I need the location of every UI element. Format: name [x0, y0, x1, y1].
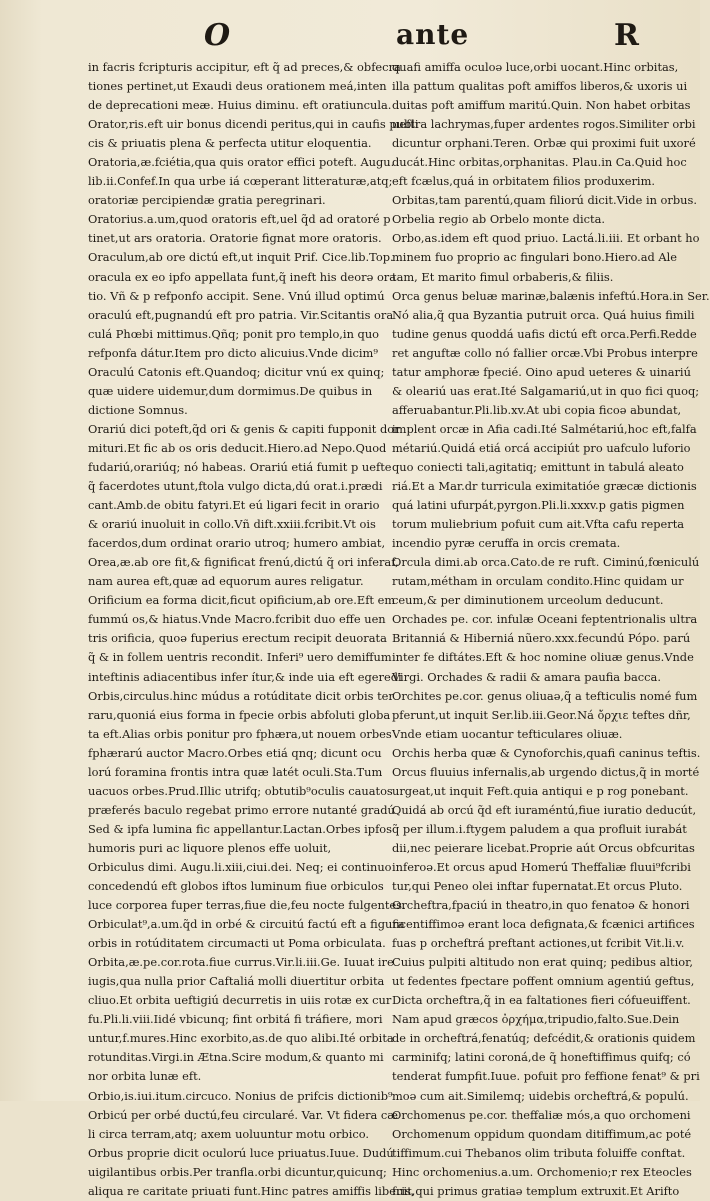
right-column-line: dicuntur orphani.Teren. Orbæ qui proximi fuit uxoré: [392, 136, 696, 151]
right-column-line: afferuabantur.Pli.lib.xv.At ubi copia ficoǝ abundat,: [392, 402, 682, 417]
right-column-line: Nó alia,q̃ qua Byzantia putruit orca. Quá huius fimili: [392, 307, 695, 322]
left-column-line: cant.Amb.de obitu fatyri.Et eú ligari fecit in orario: [88, 498, 380, 513]
right-column-line: Orca genus beluæ marinæ,balænis infeftú.Hora.in Ser.: [392, 288, 710, 303]
left-column-line: Sed & ipfa lumina fic appellantur.Lactan.Orbes ipfos: [88, 821, 392, 836]
right-column-line: Nam apud græcos ὀρχήμα,tripudio,falto.Sue.Dein: [392, 1012, 680, 1027]
left-column-line: facerdos,dum ordinat orario utroq; humero ambiat,: [88, 536, 386, 551]
right-column-line: tur,qui Peneo olei inftar fupernatat.Et orcus Pluto.: [392, 879, 683, 894]
right-column-line: & oleariú uas erat.Ité Salgamariú,ut in quo fici quoq;: [392, 383, 700, 398]
right-column-line: Orchis herba quæ & Cynoforchis,quafi caninus teftis.: [392, 745, 701, 760]
right-column-line: tatur amphoræ fpecié. Oino apud ueteres & uinariú: [392, 364, 691, 379]
right-column-line: inter fe diftátes.Eft & hoc nomine oliuæ genus.Vnde: [392, 650, 694, 665]
left-column-line: fummú os,& hiatus.Vnde Macro.fcribit duo effe uen: [88, 612, 386, 627]
right-column-line: Britanniá & Hiberniá nũero.xxx.fecundú Pópo. parú: [392, 631, 691, 646]
left-column-line: tiones pertinet,ut Exaudi deus orationem meá,inten: [88, 79, 387, 94]
left-column-line: rotunditas.Virgi.in Ætna.Scire modum,& quanto mi: [88, 1050, 384, 1065]
left-column-line: mituri.Et fic ab os oris deducit.Hiero.ad Nepo.Quod: [88, 440, 387, 455]
right-column-line: ret anguftæ collo nó fallier orcæ.Vbi Probus interpre: [392, 345, 698, 360]
left-column-line: & orariú inuoluit in collo.Vñ dift.xxiii.fcribit.Vt ois: [88, 517, 376, 532]
right-column-line: Orcheftra,fpaciú in theatro,in quo fenatoǝ & honori: [392, 898, 690, 913]
right-column-line: q̃ per illum.i.ftygem paludem a qua profluit iurabát: [392, 821, 687, 836]
left-column-line: uacuos orbes.Prud.Illic utrifq; obtutib⁹oculis cauatos: [88, 783, 393, 798]
right-column-line: tiffimum.cui Thebanos olim tributa foluiffe conftat.: [392, 1145, 686, 1160]
left-column: [88, 58, 419, 1201]
right-column-line: Orbelia regio ab Orbelo monte dicta.: [392, 212, 605, 227]
right-column-line: moǝ cum ait.Similemq; uidebis orcheftrá,& populú.: [392, 1088, 689, 1103]
left-column-line: luce corporea fuper terras,fiue die,feu nocte fulgentes.: [88, 898, 406, 913]
left-column-line: lib.ii.Confef.In qua urbe iá cœperant litteraturæ,atq;: [88, 174, 393, 189]
right-column-line: Orbitas,tam parentú,quam filiorú dicit.Vide in orbus.: [392, 193, 697, 208]
left-column-line: tris orificia, quoǝ fuperius erectum recipit deuorata: [88, 631, 387, 646]
left-column-line: quæ uidere uidemur,dum dormimus.De quibus in: [88, 383, 373, 398]
left-column-line: Orea,æ.ab ore fit,& fignificat frenú,dictú q̃ ori inferaf,: [88, 555, 399, 570]
left-column-line: ta eft.Alias orbis ponitur pro fphæra,ut nouem orbes: [88, 726, 392, 741]
right-column-line: pferunt,ut inquit Ser.lib.iii.Geor.Ná ὄρχιε teftes dñr,: [392, 707, 691, 722]
right-column-line: de in orcheftrá,fenatúq; defcédit,& orationis quidem: [392, 1031, 696, 1046]
right-column-line: riá.Et a Mar.dr turricula eximitatióe græcæ dictionis: [392, 479, 697, 494]
right-column-line: eft fcælus,quá in orbitatem filios produxerim.: [392, 174, 655, 189]
left-column-line: dictione Somnus.: [88, 402, 188, 417]
left-column-line: humoris puri ac liquore plenos effe uoluit,: [88, 840, 332, 855]
left-column-line: aliqua re caritate priuati funt.Hinc patres amiffis liberis,: [88, 1183, 415, 1198]
left-column-line: in facris fcripturis accipitur, eft q̃ ad preces,& obfecra: [88, 60, 401, 74]
left-column-line: fudariú,orariúq; nó habeas. Orariú etiá fumit p uefte: [88, 459, 392, 474]
left-column-line: q̃ & in follem uentris recondit. Inferi⁹ uero demiffum: [88, 650, 392, 665]
right-column-line: Dicta orcheftra,q̃ in ea faltationes fieri cófueuiffent.: [392, 993, 691, 1008]
left-column-line: Orbita,æ.pe.cor.rota.fiue currus.Vir.li.iii.Ge. Iuuat ire: [88, 955, 394, 970]
left-column-line: oratoriæ percipiendæ gratia peregrinari.: [88, 193, 326, 208]
right-column-line: Orcula dimi.ab orca.Cato.de re ruft. Ciminú,fœniculú: [392, 555, 700, 570]
left-column-line: Orificium ea forma dicit,ficut opificium,ab ore.Eft em: [88, 593, 396, 608]
left-column-line: Orbiculat⁹,a.um.q̃d in orbé & circuitú factú eft a figura: [88, 917, 405, 932]
left-column-line: Oratorius.a.um,quod oratoris eft,uel q̃d ad oratoré p: [88, 212, 391, 227]
right-column-line: ut fedentes fpectare poffent omnium agentiú geftus,: [392, 974, 695, 989]
left-column-line: iugis,qua nulla prior Caftaliá molli diuertitur orbita: [88, 974, 385, 989]
running-head: [0, 18, 700, 58]
left-column-line: oracula ex eo ipfo appellata funt,q̃ ineft his deorǝ ora: [88, 269, 397, 284]
left-column-line: uigilantibus orbis.Per tranfla.orbi dicuntur,quicunq;: [88, 1164, 387, 1179]
right-column-line: fuas p orcheftrá preftant actiones,ut fcribit Vit.li.v.: [392, 936, 685, 951]
right-column-line: Hinc orchomenius.a.um. Orchomenio;r rex Eteocles: [392, 1164, 692, 1179]
right-column-line: dii,nec peierare licebat.Proprie aút Orcus obfcuritas: [392, 840, 695, 855]
right-column-line: fuit,qui primus gratiaǝ templum extruxit.Et Arifto: [392, 1183, 680, 1198]
left-column-line: inteftinis adiacentibus infer ítur,& inde uia eft egeredi: [88, 669, 402, 684]
right-column-line: Cuius pulpiti altitudo non erat quinq; pedibus altior,: [392, 955, 693, 970]
right-column-line: Orbo,as.idem eft quod priuo. Lactá.li.iii. Et orbant ho: [392, 231, 700, 246]
right-column-line: ficentiffimoǝ erant loca defignata,& fcænici artifices: [392, 917, 695, 932]
left-column-line: Orbiculus dimi. Augu.li.xiii,ciui.dei. Neq; ei continuo: [88, 859, 392, 874]
right-column-line: ducát.Hinc orbitas,orphanitas. Plau.in Ca.Quid hoc: [392, 155, 687, 170]
running-head-left-letter: O: [204, 18, 231, 53]
left-column-line: cliuo.Et orbita ueftigiú decurretis in uiis rotæ ex cur: [88, 993, 392, 1008]
left-column-line: nam aurea eft,quæ ad equorum aures religatur.: [88, 574, 364, 589]
left-column-line: tio. Vñ & p refponfo accipit. Sene. Vnú illud optimú: [88, 288, 385, 303]
left-column-line: Orbio,is.iui.itum.circuco. Nonius de prifcis dictionib⁹: [88, 1088, 393, 1103]
left-column-line: oraculú eft,pugnandú eft pro patria. Vir.Scitantis ora: [88, 307, 394, 322]
left-column-line: fu.Pli.li.viii.Iidé vbicunq; fint orbitá fi tráfiere, mori: [88, 1012, 383, 1027]
left-column-line: q̃ facerdotes utunt,ftola vulgo dicta,dú orat.i.prædi: [88, 479, 383, 494]
right-column-line: torum muliebrium pofuit cum ait.Vfta cafu reperta: [392, 517, 685, 532]
right-column-line: tam, Et marito fimul orbaberis,& filiis.: [392, 269, 614, 284]
left-column-line: lorú foramina frontis intra quæ latét oculi.Sta.Tum: [88, 764, 383, 779]
right-column-line: inferoǝ.Et orcus apud Homerú Theffaliæ fluui⁹fcribi: [392, 859, 691, 874]
right-column-line: carminifq; latini coroná,de q̃ honeftiffimus quifq; có: [392, 1050, 691, 1065]
right-column-line: incendio pyræ ceruffa in orcis cremata.: [392, 536, 621, 551]
right-column-line: ceum,& per diminutionem urceolum deducunt.: [392, 593, 664, 608]
left-column-line: untur,f.mures.Hinc exorbito,as.de quo alibi.Ité orbita: [88, 1031, 394, 1046]
right-column-line: Orchites pe.cor. genus oliuaǝ,q̃ a tefticulis nomé fum: [392, 688, 698, 703]
right-column-line: illa pattum qualitas poft amiffos liberos,& uxoris ui: [392, 79, 688, 94]
right-column-line: urgeat,ut inquit Feft.quia antiqui e p rog ponebant.: [392, 783, 689, 798]
left-column-line: nor orbita lunæ eft.: [88, 1069, 202, 1084]
left-column-line: Oraculum,ab ore dictú eft,ut inquit Prif. Cice.lib.Top.: [88, 250, 394, 265]
left-column-line: tinet,ut ars oratoria. Oratorie fignat more oratoris.: [88, 231, 382, 246]
left-column-line: Orbus proprie dicit oculorú luce priuatus.Iuue. Dudú: [88, 1145, 394, 1160]
right-column: [392, 58, 710, 1201]
right-column-line: Vnde etiam uocantur tefticulares oliuæ.: [392, 726, 623, 741]
right-column-line: duitas poft amiffum maritú.Quin. Non habet orbitas: [392, 98, 691, 113]
left-column-line: cis & priuatis plena & perfecta utitur eloquentia.: [88, 136, 372, 151]
right-column-line: Orchomenus pe.cor. theffaliæ mós,a quo orchomeni: [392, 1107, 691, 1122]
left-column-line: Oraculú Catonis eft.Quandoq; dicitur vnú ex quinq;: [88, 364, 385, 379]
left-column-line: Orbicú per orbé ductú,feu circularé. Var. Vt fidera cæ: [88, 1107, 399, 1122]
right-column-line: minem fuo proprio ac fingulari bono.Hiero.ad Ale: [392, 250, 678, 265]
right-column-line: Orcus fluuius infernalis,ab urgendo dictus,q̃ in morté: [392, 764, 700, 779]
right-column-line: Virgi. Orchades & radii & amara paufia bacca.: [392, 669, 661, 684]
right-column-line: Quidá ab orcú q̃d eft iuraméntú,fiue iuratio deducút,: [392, 802, 697, 817]
right-column-line: Orchades pe. cor. infulæ Oceani feptentrionalis ultra: [392, 612, 698, 627]
right-column-line: tudine genus quoddá uafis dictú eft orca.Perfi.Redde: [392, 326, 697, 341]
left-column-line: Oratoria,æ.fciétia,qua quis orator effici poteft. Augu.: [88, 155, 395, 170]
running-head-right-letter: R: [614, 18, 639, 53]
left-column-line: refponfa dátur.Item pro dicto alicuius.Vnde dicim⁹: [88, 345, 378, 360]
right-column-line: rutam,métham in orculam condito.Hinc quidam ur: [392, 574, 684, 589]
left-column-line: fphærarú auctor Macro.Orbes etiá qnq; dicunt ocu: [88, 745, 382, 760]
left-column-line: de deprecationi meæ. Huius diminu. eft oratiuncula.: [88, 98, 392, 113]
left-column-line: concedendú eft globos iftos luminum fiue orbiculos: [88, 879, 384, 894]
left-column-line: li circa terram,atq; axem uoluuntur motu orbico.: [88, 1126, 369, 1141]
right-column-line: quo coniecti tali,agitatiq; emittunt in tabulá aleato: [392, 459, 684, 474]
left-column-line: Orariú dici poteft,q̃d ori & genis & capiti fupponit dor: [88, 421, 400, 436]
right-column-line: métariú.Quidá etiá orcá accipiút pro uafculo luforio: [392, 440, 691, 455]
right-column-line: ueftra lachrymas,fuper ardentes rogos.Similiter orbi: [392, 117, 696, 132]
left-column-line: Orbis,circulus.hinc múdus a rotúditate dicit orbis ter: [88, 688, 394, 703]
right-column-line: quá latini ufurpát,pyrgon.Pli.li.xxxv.p gatis pigmen: [392, 498, 685, 513]
right-column-line: tenderat fumpfit.Iuue. pofuit pro feffione fenat⁹ & pri: [392, 1069, 700, 1084]
left-column-line: Orator,ris.eft uir bonus dicendi peritus,qui in caufis publi: [88, 117, 419, 132]
left-column-line: culá Phœbi mittimus.Qñq; ponit pro templo,in quo: [88, 326, 380, 341]
right-column-line: Orchomenum oppidum quondam ditiffimum,ac poté: [392, 1126, 692, 1141]
left-column-line: orbis in rotúditatem circumacti ut Poma orbiculata.: [88, 936, 386, 951]
right-column-line: quafi amiffa oculoǝ luce,orbi uocant.Hinc orbitas,: [392, 60, 679, 74]
right-column-line: implent orcæ in Afia cadi.Ité Salmétariú,hoc eft,falfa: [392, 421, 697, 436]
running-head-word: ante: [396, 18, 470, 51]
left-column-line: raru,quoniá eius forma in fpecie orbis abfoluti globa: [88, 707, 391, 722]
left-column-line: præferés baculo regebat primo errore nutanté gradú: [88, 802, 395, 817]
